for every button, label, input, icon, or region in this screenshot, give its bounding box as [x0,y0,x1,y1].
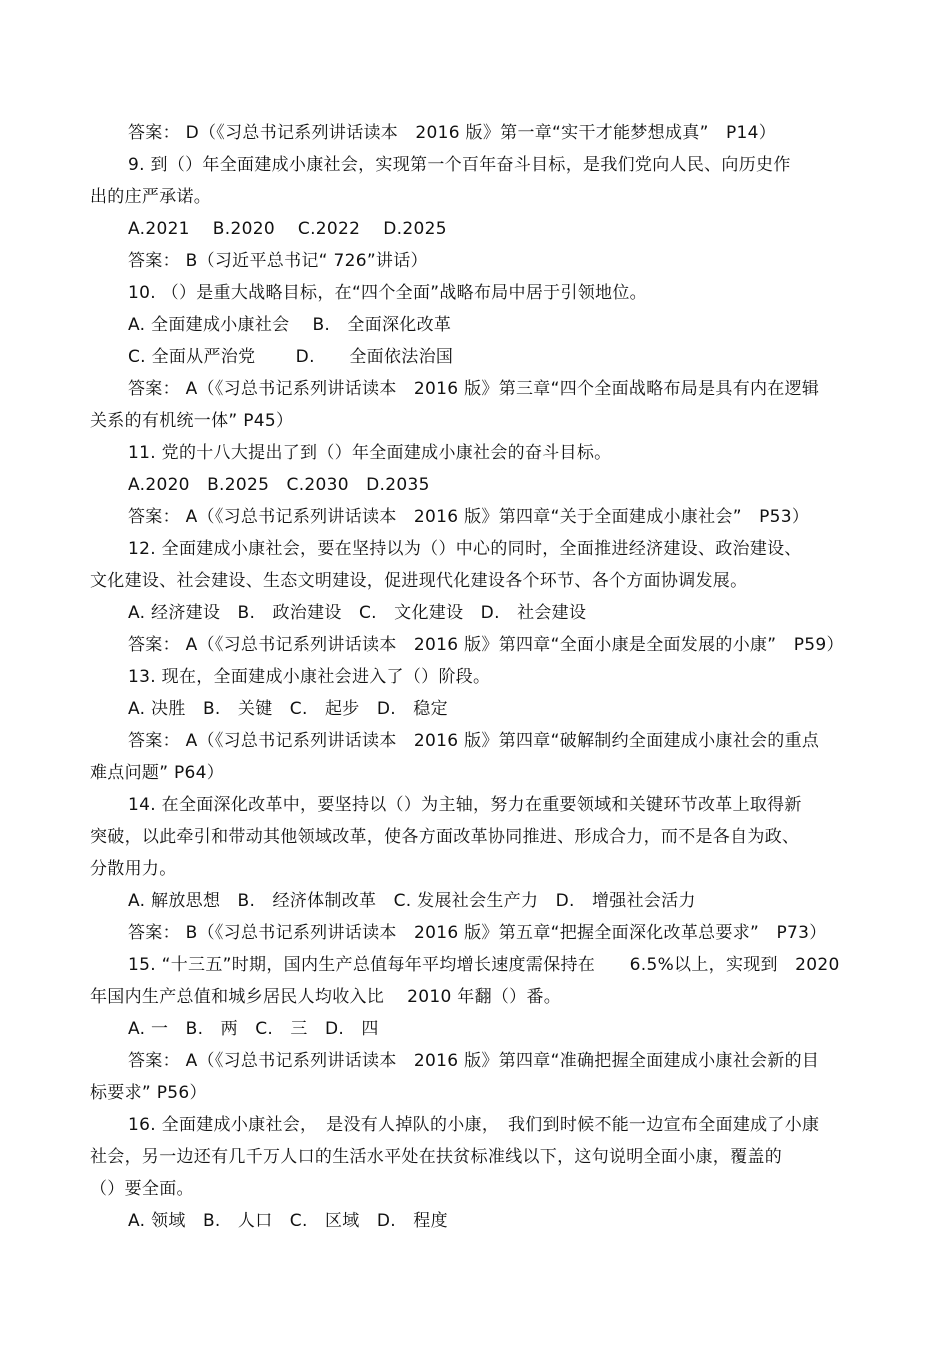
text-line: 15. “十三五”时期，国内生产总值每年平均增长速度需保持在 6.5%以上，实现到 2020 [128,955,840,975]
text-line: 答案： A（《习总书记系列讲话读本 2016 版》第四章“准确把握全面建成小康社会新的目 [128,1051,820,1071]
text-line: 13. 现在，全面建成小康社会进入了（）阶段。 [128,667,491,687]
text-line: A. 解放思想 B. 经济体制改革 C. 发展社会生产力 D. 增强社会活力 [128,891,696,911]
text-line: （）要全面。 [90,1179,194,1199]
text-line: A. 全面建成小康社会 B. 全面深化改革 [128,315,452,335]
text-line: 9. 到（）年全面建成小康社会，实现第一个百年奋斗目标，是我们党向人民、向历史作 [128,155,791,175]
text-line: A.2021 B.2020 C.2022 D.2025 [128,219,447,239]
text-line: 答案： B（习近平总书记“ 726”讲话） [128,251,428,271]
text-line: 答案： D（《习总书记系列讲话读本 2016 版》第一章“实干才能梦想成真” P14） [128,123,777,143]
text-line: 答案： B（《习总书记系列讲话读本 2016 版》第五章“把握全面深化改革总要求” P73） [128,923,827,943]
text-line: 答案： A（《习总书记系列讲话读本 2016 版》第四章“全面小康是全面发展的小康” P59） [128,635,844,655]
text-line: 10. （）是重大战略目标，在“四个全面”战略布局中居于引领地位。 [128,283,647,303]
text-line: 12. 全面建成小康社会，要在坚持以为（）中心的同时，全面推进经济建设、政治建设、 [128,539,802,559]
text-line: 16. 全面建成小康社会， 是没有人掉队的小康， 我们到时候不能一边宣布全面建成了小康 [128,1115,820,1135]
text-line: C. 全面从严治党 D. 全面依法治国 [128,347,454,367]
text-line: 文化建设、社会建设、生态文明建设，促进现代化建设各个环节、各个方面协调发展。 [90,571,748,591]
text-line: 社会，另一边还有几千万人口的生活水平处在扶贫标准线以下，这句说明全面小康，覆盖的 [90,1147,782,1167]
text-line: 标要求” P56） [90,1083,207,1103]
text-line: A. 经济建设 B. 政治建设 C. 文化建设 D. 社会建设 [128,603,587,623]
text-line: A. 领域 B. 人口 C. 区域 D. 程度 [128,1211,448,1231]
text-line: 答案： A（《习总书记系列讲话读本 2016 版》第四章“破解制约全面建成小康社会的重点 [128,731,820,751]
text-line: 出的庄严承诺。 [90,187,212,207]
text-line: A. 决胜 B. 关键 C. 起步 D. 稳定 [128,699,448,719]
text-line: 突破，以此牵引和带动其他领域改革，使各方面改革协同推进、形成合力，而不是各自为政、 [90,827,800,847]
text-line: 难点问题” P64） [90,763,225,783]
text-line: 关系的有机统一体” P45） [90,411,294,431]
text-line: 分散用力。 [90,859,177,879]
text-line: 11. 党的十八大提出了到（）年全面建成小康社会的奋斗目标。 [128,443,612,463]
text-line: 答案： A（《习总书记系列讲话读本 2016 版》第四章“关于全面建成小康社会” P53） [128,507,810,527]
text-line: A.2020 B.2025 C.2030 D.2035 [128,475,430,495]
text-line: 14. 在全面深化改革中，要坚持以（）为主轴，努力在重要领域和关键环节改革上取得新 [128,795,802,815]
text-line: 答案： A（《习总书记系列讲话读本 2016 版》第三章“四个全面战略布局是具有内在逻辑 [128,379,820,399]
text-line: A. 一 B. 两 C. 三 D. 四 [128,1019,379,1039]
text-line: 年国内生产总值和城乡居民人均收入比 2010 年翻（）番。 [90,987,562,1007]
